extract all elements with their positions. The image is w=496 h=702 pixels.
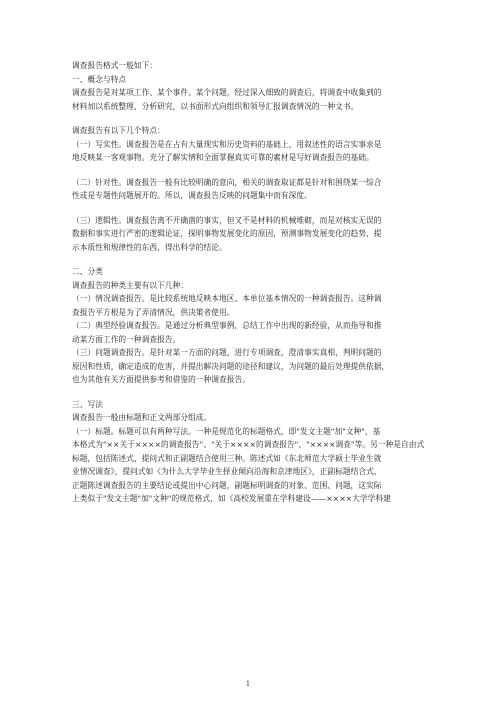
- text-line: （二）典型经验调查报告。是通过分析典型事例，总结工作中出现的新经验，从而指导和推: [72, 321, 382, 330]
- text-line: 示本质性和规律性的东西，得出科学的结论。: [72, 242, 227, 252]
- text-line: 地反映某一客观事物。充分了解实情和全面掌握真实可靠的素材是写好调查报告的基础。: [72, 153, 374, 162]
- text-line: 也为其他有关方面提供参考和借鉴的一种调查报告。: [72, 375, 250, 384]
- paragraph: [72, 124, 427, 138]
- paragraph: [72, 265, 427, 279]
- text-line: （三）问题调查报告。是针对某一方面的问题，进行专项调查，澄清事实真相，判明问题的: [72, 348, 382, 357]
- paragraph: [72, 292, 427, 319]
- text-line: 性或是专题性问题展开的。所以，调查报告反映的问题集中而有深度。: [72, 191, 312, 200]
- text-line: 上类似于"发文主题"加"文种"的规范格式，如《高校发展重在学科建设——××××大学学科建: [72, 494, 391, 503]
- text-line: 原因和性质，确定造成的危害，并提出解决问题的途径和建议，为问题的最后处理提供依据，: [72, 361, 390, 371]
- text-line: 二、分类: [72, 267, 103, 276]
- paragraph: [72, 59, 427, 73]
- paragraph: [72, 411, 427, 425]
- text-line: （一）标题。标题可以有两种写法。一种是规范化的标题格式，即"发文主题"加"文种"，基: [72, 426, 381, 436]
- paragraph-spacer: [72, 254, 427, 265]
- text-line: 调查报告是对某项工作、某个事件、某个问题，经过深入细致的调查后，将调查中收集到的: [72, 88, 382, 97]
- paragraph: [72, 176, 427, 203]
- paragraph-spacer: [72, 113, 427, 124]
- text-line: 三、写法: [72, 399, 103, 409]
- page-number: 1: [245, 680, 251, 688]
- paragraph-spacer: [72, 387, 427, 398]
- paragraph: [72, 319, 427, 346]
- paragraph: [72, 214, 427, 255]
- paragraph: [72, 425, 427, 506]
- paragraph: [72, 73, 427, 87]
- paragraph: [72, 138, 427, 165]
- paragraph: [72, 346, 427, 387]
- paragraph: [72, 398, 427, 412]
- text-line: 查报告平方根是为了弄清情况，供决策者使用。: [72, 307, 235, 317]
- paragraph: [72, 279, 427, 293]
- text-line: 调查报告的种类主要有以下几种：: [72, 280, 189, 290]
- text-line: 调查报告格式一般如下：: [72, 61, 158, 70]
- text-line: 业情况调查》，提问式如《为什么大学毕业生择业倾向沿海和京津地区》，正副标题结合式，: [72, 467, 382, 476]
- text-line: （一）情况调查报告。是比较系统地反映本地区、本单位基本情况的一种调查报告。这种调: [72, 294, 382, 303]
- document-body: [72, 59, 427, 506]
- text-line: （三）逻辑性。调查报告离不开确凿的事实，但又不是材料的机械堆砌，而是对核实无误的: [72, 215, 382, 225]
- text-line: 材料加以系统整理，分析研究，以书面形式向组织和领导汇报调查情况的一种文书。: [72, 101, 359, 111]
- text-line: 正题陈述调查报告的主要结论或提出中心问题，副题标明调查的对象、范围、问题，这实际: [72, 480, 382, 490]
- text-line: （一）写实性。调查报告是在占有大量现实和历史资料的基础上，用叙述性的语言实事求是: [72, 139, 382, 149]
- text-line: 调查报告有以下几个特点：: [72, 126, 165, 135]
- text-line: 本格式为"××关于××××的调查报告"、"关于××××的调查报告"、"××××调查"等。另一种是自由式: [72, 440, 425, 449]
- text-line: （二）针对性。调查报告一般有比较明确的意向，相关的调查取证都是针对和围绕某一综合: [72, 177, 382, 187]
- text-line: 调查报告一般由标题和正文两部分组成。: [72, 413, 212, 422]
- text-line: 一、概念与特点: [72, 74, 127, 84]
- text-line: 动某方面工作的一种调查报告。: [72, 334, 181, 344]
- text-line: 标题，包括陈述式、提问式和正副题结合使用三种。陈述式如《东北师范大学硕士毕业生就: [72, 453, 382, 463]
- text-line: 数据和事实进行严密的逻辑论证，探明事物发展变化的原因，预测事物发展变化的趋势，提: [72, 229, 382, 238]
- paragraph: [72, 86, 427, 113]
- paragraph-spacer: [72, 165, 427, 176]
- paragraph-spacer: [72, 203, 427, 214]
